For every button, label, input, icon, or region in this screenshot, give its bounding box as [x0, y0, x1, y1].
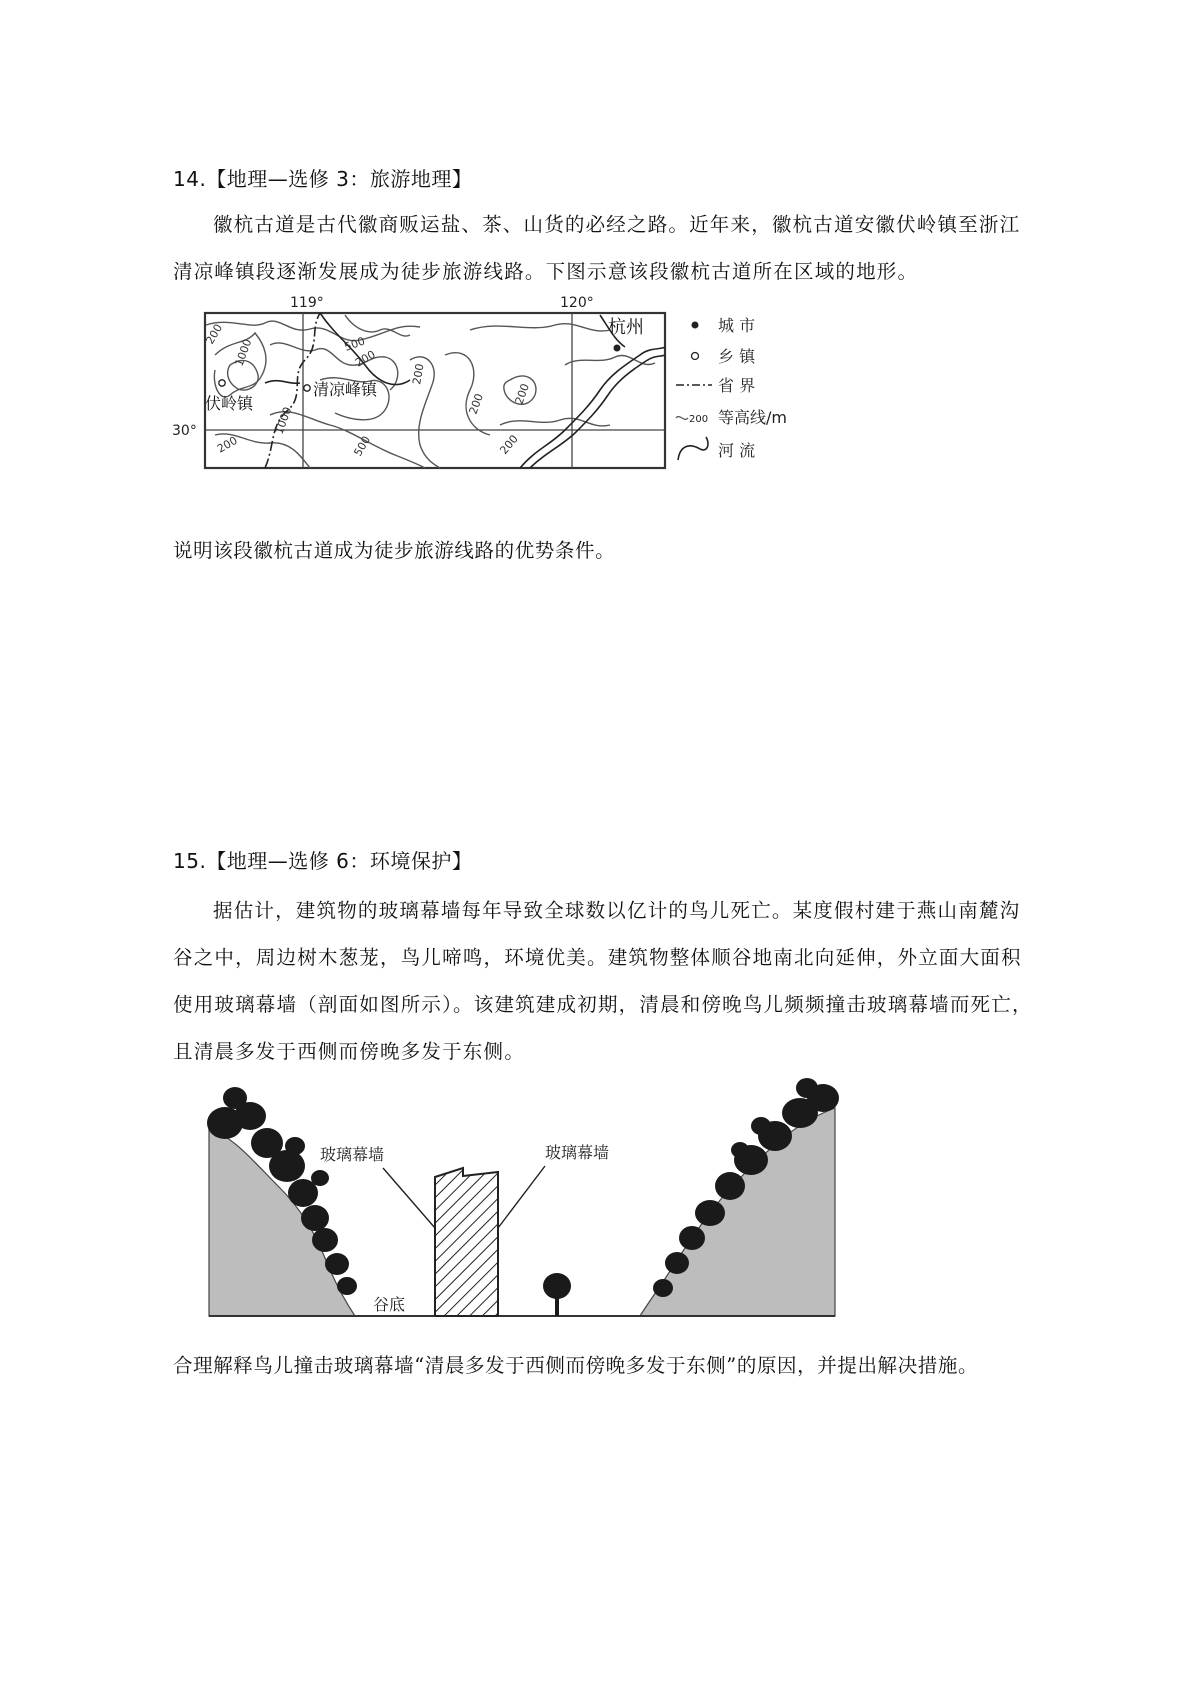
contour-label: 200 — [512, 381, 533, 407]
legend-city-label: 城 市 — [718, 316, 756, 335]
legend-river-symbol — [678, 437, 708, 460]
town-fuling-label: 伏岭镇 — [205, 394, 254, 413]
terrain-map — [170, 285, 820, 485]
contour-label: 500 — [342, 334, 367, 354]
question-14-passage-text: 徽杭古道是古代徽商贩运盐、茶、山货的必经之路。近年来，徽杭古道安徽伏岭镇至浙江清凉峰镇段逐渐发展成为徒步旅游线路。下图示意该段徽杭古道所在区域的地形。 — [173, 213, 1021, 283]
contour-label: 1000 — [232, 337, 255, 369]
legend-contour-symbol — [676, 417, 688, 420]
legend-boundary-label: 省 界 — [718, 376, 756, 395]
town-qingliang-marker — [304, 385, 310, 391]
contour-label: 1000 — [272, 405, 295, 437]
contour-label: 500 — [351, 433, 374, 459]
right-label-leader — [498, 1166, 545, 1228]
map-legend — [676, 316, 787, 460]
contour-label: 200 — [497, 432, 521, 457]
lat-label-30: 30° — [172, 423, 197, 439]
legend-town-label: 乡 镇 — [718, 347, 756, 366]
town-fuling-marker — [219, 380, 225, 386]
question-14-title: 14.【地理—选修 3：旅游地理】 — [173, 167, 473, 191]
valley-cross-section — [195, 1068, 850, 1333]
valley-tree — [543, 1273, 571, 1316]
legend-contour-sample: 200 — [689, 414, 709, 425]
legend-town-symbol — [692, 353, 699, 360]
question-15-passage — [173, 887, 1033, 1075]
legend-city-symbol — [692, 322, 699, 329]
question-14-prompt: 说明该段徽杭古道成为徒步旅游线路的优势条件。 — [173, 539, 616, 562]
question-14-passage — [173, 201, 1033, 295]
question-15-prompt: 合理解释鸟儿撞击玻璃幕墙“清晨多发于西侧而傍晚多发于东侧”的原因，并提出解决措施。 — [173, 1354, 979, 1377]
contour-label: 200 — [410, 362, 427, 386]
contour-label: 200 — [353, 347, 378, 370]
lon-label-120: 120° — [560, 295, 594, 311]
left-label-leader — [383, 1168, 435, 1228]
city-hangzhou-label: 杭州 — [608, 317, 644, 338]
map-frame — [205, 313, 665, 468]
city-hangzhou-marker — [614, 345, 621, 352]
contour-label: 200 — [466, 391, 487, 417]
contour-label: 200 — [203, 321, 226, 347]
lon-label-119: 119° — [290, 295, 324, 311]
town-qingliang-label: 清凉峰镇 — [313, 380, 378, 399]
contour-label: 200 — [215, 433, 240, 456]
legend-contour-label: 等高线/m — [718, 408, 787, 427]
label-glass-wall-right: 玻璃幕墙 — [545, 1143, 610, 1162]
question-15-title: 15.【地理—选修 6：环境保护】 — [173, 849, 473, 873]
question-15-passage-text: 据估计，建筑物的玻璃幕墙每年导致全球数以亿计的鸟儿死亡。某度假村建于燕山南麓沟谷之中，周边树木葱茏，鸟儿啼鸣，环境优美。建筑物整体顺谷地南北向延伸，外立面大面积使用玻璃幕墙（剖面如图所示）。该建筑建成初期，清晨和傍晚鸟儿频频撞击玻璃幕墙而死亡，且清晨多发于西侧而傍晚多发于东侧。 — [173, 899, 1033, 1063]
label-glass-wall-left: 玻璃幕墙 — [320, 1145, 385, 1164]
legend-river-label: 河 流 — [718, 441, 756, 460]
label-valley-bottom: 谷底 — [373, 1295, 406, 1314]
building — [435, 1168, 498, 1316]
